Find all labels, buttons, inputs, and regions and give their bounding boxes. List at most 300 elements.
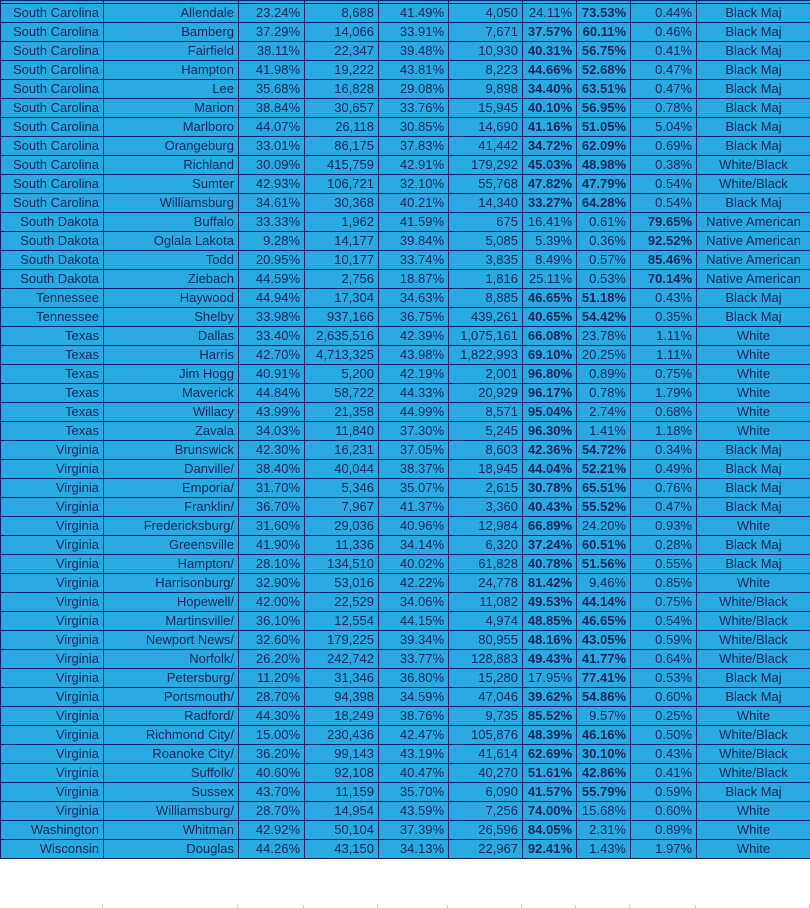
cell-white-percent[interactable]: 44.66% xyxy=(523,61,577,80)
cell-black-percent[interactable]: 55.52% xyxy=(577,498,631,517)
cell-count-1[interactable]: 415,759 xyxy=(305,156,379,175)
cell-majority-label[interactable]: White/Black xyxy=(697,612,810,631)
cell-count-1[interactable]: 86,175 xyxy=(305,137,379,156)
cell-percent-1[interactable]: 33.98% xyxy=(239,308,305,327)
cell-county[interactable]: Fredericksburg/ xyxy=(104,517,239,536)
cell-black-percent[interactable]: 64.28% xyxy=(577,194,631,213)
cell-majority-label[interactable]: Black Maj xyxy=(697,536,810,555)
cell-state[interactable]: Virginia xyxy=(1,707,104,726)
cell-native-percent[interactable]: 0.53% xyxy=(631,669,697,688)
cell-percent-2[interactable]: 34.59% xyxy=(379,688,449,707)
cell-percent-1[interactable]: 44.30% xyxy=(239,707,305,726)
cell-black-percent[interactable]: 47.79% xyxy=(577,175,631,194)
cell-count-2[interactable]: 8,571 xyxy=(449,403,523,422)
cell-white-percent[interactable]: 45.03% xyxy=(523,156,577,175)
cell-count-2[interactable]: 18,945 xyxy=(449,460,523,479)
cell-percent-2[interactable]: 33.74% xyxy=(379,251,449,270)
cell-count-1[interactable]: 11,840 xyxy=(305,422,379,441)
cell-white-percent[interactable]: 48.16% xyxy=(523,631,577,650)
cell-count-2[interactable]: 15,945 xyxy=(449,99,523,118)
cell-native-percent[interactable]: 0.60% xyxy=(631,802,697,821)
cell-percent-1[interactable]: 38.11% xyxy=(239,42,305,61)
cell-count-1[interactable]: 18,249 xyxy=(305,707,379,726)
cell-percent-1[interactable]: 23.24% xyxy=(239,4,305,23)
cell-percent-1[interactable]: 26.20% xyxy=(239,650,305,669)
cell-native-percent[interactable]: 0.34% xyxy=(631,441,697,460)
cell-percent-1[interactable]: 40.91% xyxy=(239,365,305,384)
cell-white-percent[interactable]: 49.43% xyxy=(523,650,577,669)
cell-percent-2[interactable]: 38.37% xyxy=(379,460,449,479)
cell-percent-2[interactable]: 43.98% xyxy=(379,346,449,365)
cell-percent-1[interactable]: 37.29% xyxy=(239,23,305,42)
cell-black-percent[interactable]: 42.86% xyxy=(577,764,631,783)
cell-percent-1[interactable]: 36.70% xyxy=(239,498,305,517)
cell-native-percent[interactable]: 70.14% xyxy=(631,270,697,289)
cell-majority-label[interactable]: Black Maj xyxy=(697,669,810,688)
cell-state[interactable]: Virginia xyxy=(1,688,104,707)
cell-percent-1[interactable]: 42.00% xyxy=(239,593,305,612)
cell-count-2[interactable]: 5,245 xyxy=(449,422,523,441)
cell-county[interactable]: Brunswick xyxy=(104,441,239,460)
cell-county[interactable]: Emporia/ xyxy=(104,479,239,498)
cell-percent-2[interactable]: 40.47% xyxy=(379,764,449,783)
cell-native-percent[interactable]: 0.59% xyxy=(631,631,697,650)
cell-majority-label[interactable]: White xyxy=(697,327,810,346)
cell-percent-1[interactable]: 31.60% xyxy=(239,517,305,536)
cell-count-1[interactable]: 14,066 xyxy=(305,23,379,42)
cell-majority-label[interactable]: Black Maj xyxy=(697,783,810,802)
cell-state[interactable]: South Dakota xyxy=(1,213,104,232)
cell-count-1[interactable]: 11,159 xyxy=(305,783,379,802)
cell-count-2[interactable]: 14,340 xyxy=(449,194,523,213)
cell-county[interactable]: Suffolk/ xyxy=(104,764,239,783)
cell-percent-2[interactable]: 37.05% xyxy=(379,441,449,460)
cell-state[interactable]: Texas xyxy=(1,384,104,403)
cell-count-1[interactable]: 11,336 xyxy=(305,536,379,555)
cell-county[interactable]: Haywood xyxy=(104,289,239,308)
cell-state[interactable]: South Carolina xyxy=(1,61,104,80)
cell-black-percent[interactable]: 55.79% xyxy=(577,783,631,802)
cell-county[interactable]: Dallas xyxy=(104,327,239,346)
cell-count-1[interactable]: 5,346 xyxy=(305,479,379,498)
cell-count-2[interactable]: 12,984 xyxy=(449,517,523,536)
cell-percent-1[interactable]: 33.33% xyxy=(239,213,305,232)
cell-white-percent[interactable]: 42.36% xyxy=(523,441,577,460)
cell-native-percent[interactable]: 0.47% xyxy=(631,61,697,80)
cell-native-percent[interactable]: 0.75% xyxy=(631,593,697,612)
cell-county[interactable]: Roanoke City/ xyxy=(104,745,239,764)
cell-majority-label[interactable]: White xyxy=(697,422,810,441)
cell-white-percent[interactable]: 5.39% xyxy=(523,232,577,251)
cell-count-2[interactable]: 20,929 xyxy=(449,384,523,403)
cell-white-percent[interactable]: 41.57% xyxy=(523,783,577,802)
cell-state[interactable]: South Dakota xyxy=(1,270,104,289)
cell-percent-1[interactable]: 34.03% xyxy=(239,422,305,441)
cell-count-2[interactable]: 11,082 xyxy=(449,593,523,612)
cell-county[interactable]: Marlboro xyxy=(104,118,239,137)
cell-black-percent[interactable]: 65.51% xyxy=(577,479,631,498)
cell-percent-1[interactable]: 28.10% xyxy=(239,555,305,574)
cell-count-1[interactable]: 937,166 xyxy=(305,308,379,327)
cell-black-percent[interactable]: 20.25% xyxy=(577,346,631,365)
cell-percent-2[interactable]: 44.15% xyxy=(379,612,449,631)
cell-native-percent[interactable]: 1.18% xyxy=(631,422,697,441)
cell-native-percent[interactable]: 0.38% xyxy=(631,156,697,175)
cell-native-percent[interactable]: 85.46% xyxy=(631,251,697,270)
cell-percent-1[interactable]: 38.84% xyxy=(239,99,305,118)
cell-percent-2[interactable]: 35.07% xyxy=(379,479,449,498)
cell-percent-1[interactable]: 30.09% xyxy=(239,156,305,175)
cell-white-percent[interactable]: 46.65% xyxy=(523,289,577,308)
cell-black-percent[interactable]: 48.98% xyxy=(577,156,631,175)
cell-white-percent[interactable]: 49.53% xyxy=(523,593,577,612)
cell-count-1[interactable]: 7,967 xyxy=(305,498,379,517)
cell-state[interactable]: Virginia xyxy=(1,574,104,593)
cell-native-percent[interactable]: 0.44% xyxy=(631,4,697,23)
cell-native-percent[interactable]: 0.43% xyxy=(631,289,697,308)
cell-white-percent[interactable]: 96.17% xyxy=(523,384,577,403)
cell-count-2[interactable]: 9,735 xyxy=(449,707,523,726)
cell-black-percent[interactable]: 0.53% xyxy=(577,270,631,289)
cell-count-1[interactable]: 50,104 xyxy=(305,821,379,840)
cell-majority-label[interactable]: White xyxy=(697,517,810,536)
cell-count-2[interactable]: 55,768 xyxy=(449,175,523,194)
cell-percent-1[interactable]: 20.95% xyxy=(239,251,305,270)
cell-white-percent[interactable]: 96.80% xyxy=(523,365,577,384)
cell-white-percent[interactable]: 74.00% xyxy=(523,802,577,821)
cell-black-percent[interactable]: 52.21% xyxy=(577,460,631,479)
cell-percent-1[interactable]: 42.93% xyxy=(239,175,305,194)
cell-majority-label[interactable]: White xyxy=(697,821,810,840)
cell-percent-2[interactable]: 33.77% xyxy=(379,650,449,669)
cell-white-percent[interactable]: 48.85% xyxy=(523,612,577,631)
cell-county[interactable]: Williamsburg/ xyxy=(104,802,239,821)
cell-state[interactable]: Virginia xyxy=(1,650,104,669)
cell-white-percent[interactable]: 37.57% xyxy=(523,23,577,42)
cell-black-percent[interactable]: 60.11% xyxy=(577,23,631,42)
cell-percent-2[interactable]: 29.08% xyxy=(379,80,449,99)
cell-native-percent[interactable]: 0.78% xyxy=(631,99,697,118)
cell-percent-2[interactable]: 42.22% xyxy=(379,574,449,593)
cell-count-2[interactable]: 41,614 xyxy=(449,745,523,764)
cell-state[interactable]: Virginia xyxy=(1,612,104,631)
cell-count-2[interactable]: 7,256 xyxy=(449,802,523,821)
cell-majority-label[interactable]: White/Black xyxy=(697,764,810,783)
cell-state[interactable]: Virginia xyxy=(1,441,104,460)
cell-percent-1[interactable]: 42.30% xyxy=(239,441,305,460)
cell-majority-label[interactable]: Black Maj xyxy=(697,80,810,99)
cell-county[interactable]: Norfolk/ xyxy=(104,650,239,669)
cell-count-1[interactable]: 31,346 xyxy=(305,669,379,688)
cell-percent-2[interactable]: 38.76% xyxy=(379,707,449,726)
cell-white-percent[interactable]: 16.41% xyxy=(523,213,577,232)
cell-majority-label[interactable]: Black Maj xyxy=(697,308,810,327)
cell-native-percent[interactable]: 0.60% xyxy=(631,688,697,707)
cell-black-percent[interactable]: 9.57% xyxy=(577,707,631,726)
cell-percent-2[interactable]: 40.96% xyxy=(379,517,449,536)
cell-percent-2[interactable]: 30.85% xyxy=(379,118,449,137)
cell-majority-label[interactable]: Black Maj xyxy=(697,118,810,137)
cell-white-percent[interactable]: 84.05% xyxy=(523,821,577,840)
cell-black-percent[interactable]: 43.05% xyxy=(577,631,631,650)
cell-majority-label[interactable]: White/Black xyxy=(697,593,810,612)
cell-native-percent[interactable]: 0.89% xyxy=(631,821,697,840)
cell-black-percent[interactable]: 46.65% xyxy=(577,612,631,631)
cell-white-percent[interactable]: 8.49% xyxy=(523,251,577,270)
cell-native-percent[interactable]: 1.11% xyxy=(631,327,697,346)
cell-native-percent[interactable]: 0.93% xyxy=(631,517,697,536)
cell-percent-2[interactable]: 39.84% xyxy=(379,232,449,251)
cell-percent-1[interactable]: 41.90% xyxy=(239,536,305,555)
cell-black-percent[interactable]: 54.86% xyxy=(577,688,631,707)
cell-county[interactable]: Greensville xyxy=(104,536,239,555)
cell-county[interactable]: Whitman xyxy=(104,821,239,840)
cell-county[interactable]: Newport News/ xyxy=(104,631,239,650)
cell-state[interactable]: South Carolina xyxy=(1,175,104,194)
cell-majority-label[interactable]: White xyxy=(697,574,810,593)
cell-state[interactable]: Texas xyxy=(1,365,104,384)
cell-state[interactable]: Virginia xyxy=(1,802,104,821)
cell-native-percent[interactable]: 0.59% xyxy=(631,783,697,802)
cell-percent-1[interactable]: 35.68% xyxy=(239,80,305,99)
cell-state[interactable]: Virginia xyxy=(1,745,104,764)
cell-state[interactable]: Virginia xyxy=(1,498,104,517)
cell-percent-1[interactable]: 28.70% xyxy=(239,802,305,821)
cell-state[interactable]: Virginia xyxy=(1,669,104,688)
cell-native-percent[interactable]: 0.85% xyxy=(631,574,697,593)
cell-county[interactable]: Jim Hogg xyxy=(104,365,239,384)
cell-percent-1[interactable]: 40.60% xyxy=(239,764,305,783)
cell-native-percent[interactable]: 0.68% xyxy=(631,403,697,422)
cell-white-percent[interactable]: 37.24% xyxy=(523,536,577,555)
cell-native-percent[interactable]: 0.64% xyxy=(631,650,697,669)
cell-state[interactable]: South Carolina xyxy=(1,118,104,137)
cell-count-1[interactable]: 53,016 xyxy=(305,574,379,593)
cell-count-2[interactable]: 2,615 xyxy=(449,479,523,498)
cell-count-1[interactable]: 4,713,325 xyxy=(305,346,379,365)
cell-count-2[interactable]: 105,876 xyxy=(449,726,523,745)
cell-count-1[interactable]: 16,231 xyxy=(305,441,379,460)
cell-count-1[interactable]: 179,225 xyxy=(305,631,379,650)
cell-state[interactable]: South Carolina xyxy=(1,99,104,118)
cell-percent-1[interactable]: 33.01% xyxy=(239,137,305,156)
cell-state[interactable]: South Carolina xyxy=(1,4,104,23)
cell-state[interactable]: Tennessee xyxy=(1,308,104,327)
cell-majority-label[interactable]: White xyxy=(697,802,810,821)
cell-percent-1[interactable]: 36.20% xyxy=(239,745,305,764)
cell-native-percent[interactable]: 0.41% xyxy=(631,764,697,783)
cell-state[interactable]: Tennessee xyxy=(1,289,104,308)
cell-count-2[interactable]: 7,671 xyxy=(449,23,523,42)
cell-percent-2[interactable]: 34.14% xyxy=(379,536,449,555)
cell-white-percent[interactable]: 25.11% xyxy=(523,270,577,289)
cell-percent-2[interactable]: 42.91% xyxy=(379,156,449,175)
cell-white-percent[interactable]: 34.40% xyxy=(523,80,577,99)
cell-white-percent[interactable]: 48.39% xyxy=(523,726,577,745)
cell-black-percent[interactable]: 51.56% xyxy=(577,555,631,574)
cell-count-2[interactable]: 10,930 xyxy=(449,42,523,61)
cell-white-percent[interactable]: 40.31% xyxy=(523,42,577,61)
cell-percent-2[interactable]: 39.34% xyxy=(379,631,449,650)
cell-percent-2[interactable]: 33.76% xyxy=(379,99,449,118)
cell-native-percent[interactable]: 0.69% xyxy=(631,137,697,156)
cell-majority-label[interactable]: Black Maj xyxy=(697,441,810,460)
cell-state[interactable]: South Dakota xyxy=(1,251,104,270)
cell-majority-label[interactable]: White xyxy=(697,365,810,384)
cell-county[interactable]: Harrisonburg/ xyxy=(104,574,239,593)
cell-percent-1[interactable]: 44.84% xyxy=(239,384,305,403)
cell-white-percent[interactable]: 40.10% xyxy=(523,99,577,118)
cell-count-1[interactable]: 8,688 xyxy=(305,4,379,23)
cell-native-percent[interactable]: 0.55% xyxy=(631,555,697,574)
cell-percent-1[interactable]: 44.59% xyxy=(239,270,305,289)
cell-state[interactable]: Virginia xyxy=(1,536,104,555)
cell-majority-label[interactable]: White/Black xyxy=(697,156,810,175)
cell-count-1[interactable]: 5,200 xyxy=(305,365,379,384)
cell-white-percent[interactable]: 39.62% xyxy=(523,688,577,707)
cell-native-percent[interactable]: 5.04% xyxy=(631,118,697,137)
cell-native-percent[interactable]: 0.54% xyxy=(631,194,697,213)
cell-state[interactable]: Virginia xyxy=(1,517,104,536)
cell-majority-label[interactable]: Black Maj xyxy=(697,289,810,308)
cell-white-percent[interactable]: 92.41% xyxy=(523,840,577,859)
cell-native-percent[interactable]: 79.65% xyxy=(631,213,697,232)
cell-percent-2[interactable]: 44.33% xyxy=(379,384,449,403)
cell-majority-label[interactable]: White/Black xyxy=(697,175,810,194)
cell-percent-1[interactable]: 41.98% xyxy=(239,61,305,80)
cell-state[interactable]: South Dakota xyxy=(1,232,104,251)
cell-count-2[interactable]: 3,835 xyxy=(449,251,523,270)
cell-majority-label[interactable]: White xyxy=(697,707,810,726)
cell-majority-label[interactable]: White xyxy=(697,403,810,422)
cell-native-percent[interactable]: 0.41% xyxy=(631,42,697,61)
cell-black-percent[interactable]: 56.75% xyxy=(577,42,631,61)
cell-black-percent[interactable]: 0.57% xyxy=(577,251,631,270)
cell-percent-2[interactable]: 37.83% xyxy=(379,137,449,156)
cell-count-2[interactable]: 8,223 xyxy=(449,61,523,80)
cell-black-percent[interactable]: 0.89% xyxy=(577,365,631,384)
cell-count-2[interactable]: 5,085 xyxy=(449,232,523,251)
cell-white-percent[interactable]: 66.89% xyxy=(523,517,577,536)
cell-black-percent[interactable]: 44.14% xyxy=(577,593,631,612)
cell-state[interactable]: Texas xyxy=(1,422,104,441)
cell-count-2[interactable]: 439,261 xyxy=(449,308,523,327)
cell-county[interactable]: Sumter xyxy=(104,175,239,194)
cell-majority-label[interactable]: Native American xyxy=(697,232,810,251)
cell-count-1[interactable]: 2,756 xyxy=(305,270,379,289)
cell-percent-1[interactable]: 33.40% xyxy=(239,327,305,346)
cell-white-percent[interactable]: 24.11% xyxy=(523,4,577,23)
cell-count-2[interactable]: 14,690 xyxy=(449,118,523,137)
cell-count-2[interactable]: 4,050 xyxy=(449,4,523,23)
cell-black-percent[interactable]: 30.10% xyxy=(577,745,631,764)
cell-count-1[interactable]: 14,177 xyxy=(305,232,379,251)
cell-native-percent[interactable]: 0.47% xyxy=(631,80,697,99)
cell-white-percent[interactable]: 69.10% xyxy=(523,346,577,365)
cell-percent-1[interactable]: 42.92% xyxy=(239,821,305,840)
cell-county[interactable]: Richmond City/ xyxy=(104,726,239,745)
cell-percent-2[interactable]: 44.99% xyxy=(379,403,449,422)
cell-majority-label[interactable]: White xyxy=(697,840,810,859)
cell-percent-1[interactable]: 44.07% xyxy=(239,118,305,137)
cell-majority-label[interactable]: White/Black xyxy=(697,745,810,764)
cell-percent-1[interactable]: 9.28% xyxy=(239,232,305,251)
cell-black-percent[interactable]: 46.16% xyxy=(577,726,631,745)
cell-percent-1[interactable]: 32.90% xyxy=(239,574,305,593)
cell-percent-2[interactable]: 34.06% xyxy=(379,593,449,612)
cell-white-percent[interactable]: 33.27% xyxy=(523,194,577,213)
cell-state[interactable]: Wisconsin xyxy=(1,840,104,859)
cell-state[interactable]: Texas xyxy=(1,327,104,346)
cell-percent-2[interactable]: 33.91% xyxy=(379,23,449,42)
cell-majority-label[interactable]: Black Maj xyxy=(697,42,810,61)
cell-majority-label[interactable]: White/Black xyxy=(697,631,810,650)
cell-count-1[interactable]: 12,554 xyxy=(305,612,379,631)
cell-state[interactable]: Virginia xyxy=(1,593,104,612)
cell-count-1[interactable]: 19,222 xyxy=(305,61,379,80)
cell-county[interactable]: Martinsville/ xyxy=(104,612,239,631)
cell-percent-1[interactable]: 34.61% xyxy=(239,194,305,213)
cell-percent-2[interactable]: 36.75% xyxy=(379,308,449,327)
cell-majority-label[interactable]: Native American xyxy=(697,251,810,270)
cell-count-2[interactable]: 3,360 xyxy=(449,498,523,517)
cell-state[interactable]: South Carolina xyxy=(1,137,104,156)
cell-black-percent[interactable]: 63.51% xyxy=(577,80,631,99)
cell-count-2[interactable]: 179,292 xyxy=(449,156,523,175)
cell-black-percent[interactable]: 60.51% xyxy=(577,536,631,555)
cell-count-1[interactable]: 58,722 xyxy=(305,384,379,403)
cell-county[interactable]: Shelby xyxy=(104,308,239,327)
cell-native-percent[interactable]: 92.52% xyxy=(631,232,697,251)
cell-black-percent[interactable]: 2.74% xyxy=(577,403,631,422)
cell-percent-1[interactable]: 31.70% xyxy=(239,479,305,498)
cell-count-2[interactable]: 8,885 xyxy=(449,289,523,308)
cell-black-percent[interactable]: 15.68% xyxy=(577,802,631,821)
cell-count-1[interactable]: 94,398 xyxy=(305,688,379,707)
cell-black-percent[interactable]: 62.09% xyxy=(577,137,631,156)
cell-count-1[interactable]: 1,962 xyxy=(305,213,379,232)
cell-white-percent[interactable]: 40.78% xyxy=(523,555,577,574)
cell-county[interactable]: Zavala xyxy=(104,422,239,441)
cell-percent-1[interactable]: 44.94% xyxy=(239,289,305,308)
cell-black-percent[interactable]: 54.42% xyxy=(577,308,631,327)
cell-count-2[interactable]: 40,270 xyxy=(449,764,523,783)
cell-count-2[interactable]: 6,320 xyxy=(449,536,523,555)
cell-state[interactable]: Virginia xyxy=(1,783,104,802)
cell-percent-1[interactable]: 43.70% xyxy=(239,783,305,802)
cell-white-percent[interactable]: 40.43% xyxy=(523,498,577,517)
cell-majority-label[interactable]: Black Maj xyxy=(697,61,810,80)
cell-white-percent[interactable]: 96.30% xyxy=(523,422,577,441)
cell-native-percent[interactable]: 0.25% xyxy=(631,707,697,726)
cell-count-2[interactable]: 24,778 xyxy=(449,574,523,593)
cell-county[interactable]: Radford/ xyxy=(104,707,239,726)
cell-percent-2[interactable]: 42.39% xyxy=(379,327,449,346)
cell-white-percent[interactable]: 85.52% xyxy=(523,707,577,726)
cell-black-percent[interactable]: 77.41% xyxy=(577,669,631,688)
cell-county[interactable]: Fairfield xyxy=(104,42,239,61)
cell-count-2[interactable]: 1,075,161 xyxy=(449,327,523,346)
cell-native-percent[interactable]: 0.47% xyxy=(631,498,697,517)
cell-black-percent[interactable]: 56.95% xyxy=(577,99,631,118)
cell-majority-label[interactable]: Black Maj xyxy=(697,479,810,498)
cell-count-2[interactable]: 9,898 xyxy=(449,80,523,99)
cell-majority-label[interactable]: Black Maj xyxy=(697,137,810,156)
cell-native-percent[interactable]: 0.54% xyxy=(631,175,697,194)
cell-county[interactable]: Portsmouth/ xyxy=(104,688,239,707)
cell-state[interactable]: Texas xyxy=(1,403,104,422)
cell-count-2[interactable]: 80,955 xyxy=(449,631,523,650)
